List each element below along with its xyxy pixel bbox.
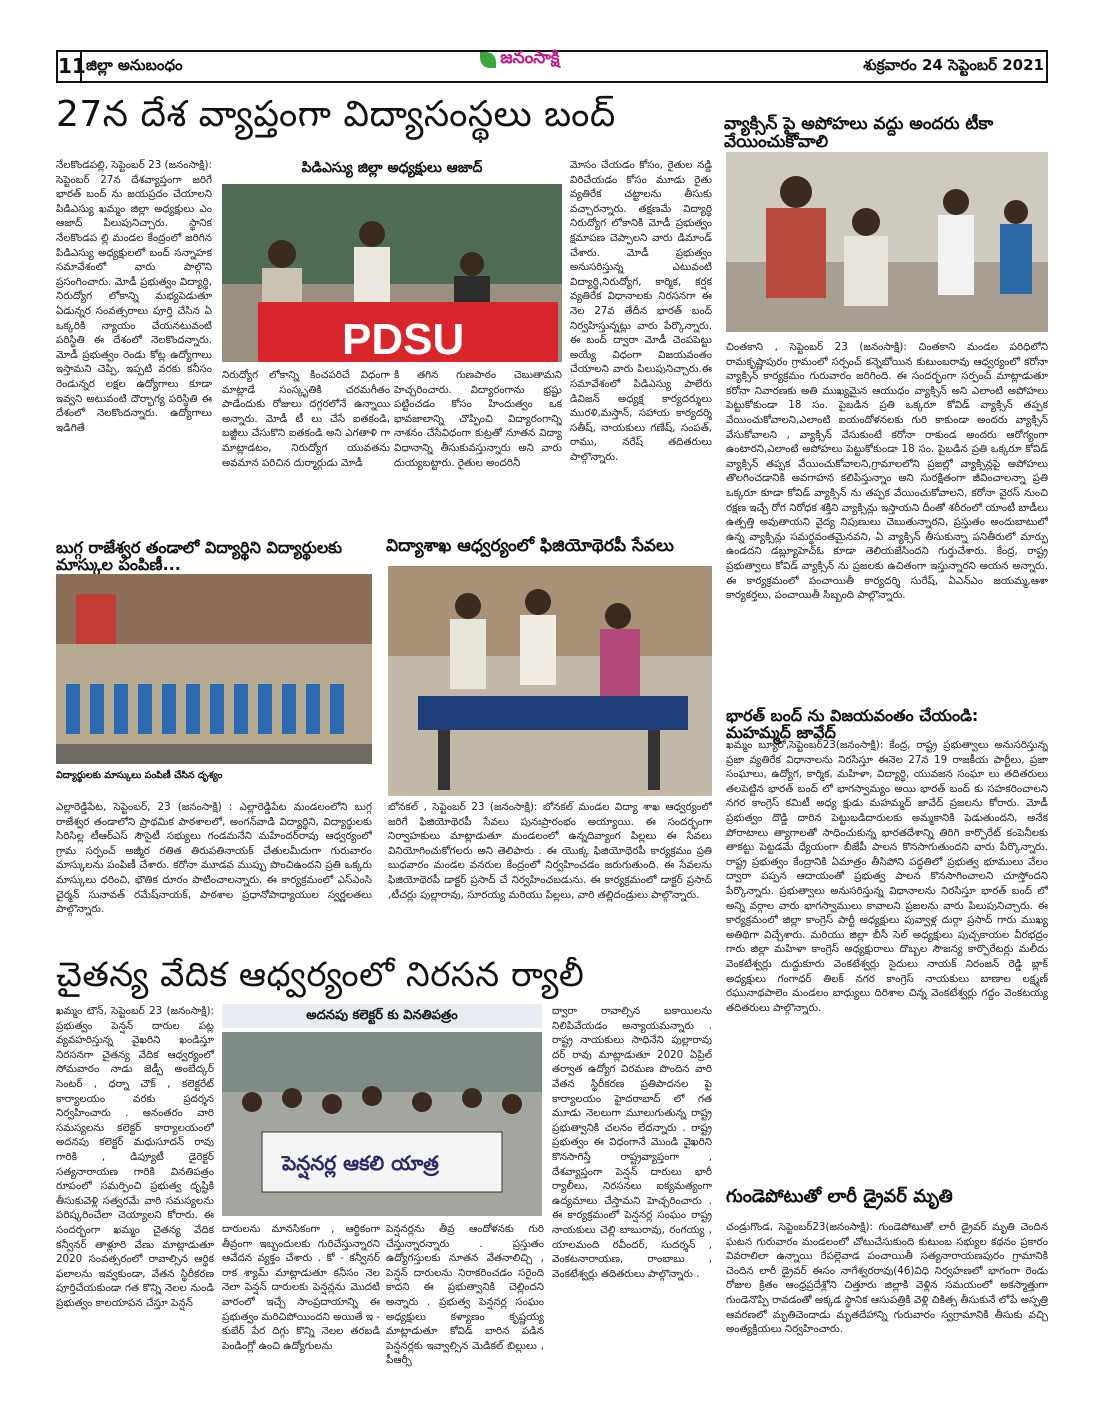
story5-headline: భారత్ బంద్ ను విజయవంతం చేయండి: మహమ్మద్ జావేద్ (726, 706, 979, 742)
section-name: జిల్లా అనుబంధం (86, 56, 183, 74)
story1-col1: నేలకొండపల్లి, సెప్టెంబర్ 23 (జనంసాక్షి): సెప్టెంబర్ 27న దేశవ్యాప్తంగా జరిగే భారత్ బంద్ ను జయప్రదం చేయాలని పిడిఎస్యు ఖమ్మం జిల్లా అధ్యక్షులు ఎం ఆజాద్ పిలుపునిచ్చారు. స్థానిక నేలకొండప ల్లి మండల కేంద్రంలో జరిగిన పిడిఎస్యు అధ్యక్షులలో బంద్ సన్నాహక సమావేశంలో వారు పాల్గొని ప్రసంగించారు. మోడీ ప్రభుత్వం విద్యార్థి, నిరుద్యోగ లోకాన్ని మభ్యపెడుతూ ఏడున్నర సంవత్సరాలు పూర్తి చేసిన ఏ ఒక్కరికి న్యాయం చేయనటువంటి పరిస్థితి ఈ దేశంలో నెలకొందన్నారు. మోడీ ప్రభుత్వం రెండు కోట్ల ఉద్యోగాలు ఇస్తామని చెప్పి, ఇప్పటి వరకు కనీసం రెండున్నర లక్షల ఉద్యోగాలు కూడా ఇవ్వని అటువంటి దౌర్భాగ్య పరిస్థితి ఈ దేశంలో నెలకొందన్నారు. ఉద్యోగాలు ఇడిగితే (56, 159, 212, 434)
story7-body: చండ్రుగొండ, సెప్టెంబర్23(జనంసాక్షి): గుండెపోటుతో లారీ డ్రైవర్ మృతి చెందిన ఘటన గురువారం మండలంలో చోటుచేసుకుంది కుటుంబ సభ్యుల కథనం ప్రకారం వివరాలిలా ఉన్నాయి రేపల్లెవాడ పంచాయితీ సత్యనారాయణపురం గ్రామానికి చెందిన లారీ డ్రైవర్ ఈసం నాగేశ్వరరావు(46)విధి నిర్వహణలో భాగంగా రెండు రోజుల క్రితం ఆంధ్రప్రదేశ్లోని చిత్తూరు జిల్లాకి వెళ్లిన సమయంలో అకస్మాత్తుగా గుండెనొప్పి రావడంతో అక్కడ స్థానిక ఆసుపత్రికి వెళ్లి చికిత్స తీసుకునే లోపే అస్పత్రి ఆవరణలో మృతిచెందాడు మృతదేహాన్ని గురువారం స్వగ్రామానికి తీసుకు వచ్చి అంత్యక్రియలు నిర్వహించారు. (726, 1221, 1048, 1336)
story6-col4: ద్వారా రావాల్సిన బకాయిలను నిలిపివేయడం అన్యాయమన్నారు . రాష్ట్ర నాయకులు సాధినేని పుల్లారావు దర్ రావు మాట్లాడుతూ 2020 ఏప్రిల్ తర్వాత ఉద్యోగ విరమణ పొందిన వారి వేతన స్థిరీకరణ ప్రతిపాదనల పై కార్యాలయం హైదరాబాద్ లో గత మూడు నెలలుగా మూలుగుతున్న రాష్ట్ర ప్రభుత్వానికి చలనం లేదన్నారు . రాష్ట్ర ప్రభుత్వం ఈ విధంగానే మొండి వైఖరిని కొనసాగిస్తే రాష్ట్రవ్యాప్తంగా , దేశవ్యాప్తంగా పెన్షన్ దారులు భారీ ర్యాలీలు, నిరసనలు ఐక్యమత్యంగా ఉద్యమాలు చేస్తామని హెచ్చరించారు . ఈ కార్యక్రమంలో పెన్షనర్ల సంఘం రాష్ట్ర నాయకులు చెల్లి బాబురావు, రంగయ్య , యాలమంది రవీందర్, సుదర్శన్ , వెంకటనారాయణ, రాంబాబు , వెంకటేశ్వర్లు తదితరులు పాల్గొన్నారు . (552, 1005, 712, 1280)
story1-photo-svg (222, 184, 562, 362)
story2-photo (726, 152, 1048, 332)
story2-body: చింతకాని , సెప్టెంబర్ 23 (జనంసాక్షి): చింతకాని మండల పరిధిలోని రామకృష్ణాపురం గ్రామంలో సర్పంచ్ కన్నెబోయిన కుటుంబరావు ఆధ్వర్యంలో కరోనా వ్యాక్సిన్ కార్యక్రమం గురువారం జరిగింది. ఈ సందర్భంగా సర్పంచ్ మాట్లాడుతూ కరోనా నివారణకు అతి ముఖ్యమైన ఆయుధం వ్యాక్సిన్ అని ఎలాంటి అపోహలు పెట్టుకోకుండా 18 సం. పైబడిన ప్రతి ఒక్కరూ కోవిడ్ వ్యాక్సిన్ తప్పక వేయించుకోవాలని,ఎలాంటి ఐయందోళనలకు గురి కాకుండా అందరు వ్యాక్సిన్ వేసుకోవాలని , వ్యాక్సిన్ వేసుకుంటే కరోనా రాకుండ అందరు ఆరోగ్యంగా ఉంటారని,ఎలాంటి అపోహలు పెట్టుకోకుండా 18 సం. పైబడిన ప్రతి ఒక్కరూ కోవిడ్ వ్యాక్సిన్ తప్పక వేయించుకోవాలని,గ్రామాలలోని ప్రజల్లో వ్యాక్సిన్లపై అపోహలు తొలగించడానికి అవగాహన కలిపిస్తున్నాం అని సురక్షితంగా జీవించాలన్నా ప్రతి ఒక్కరూ కూడా కోవిడ్ వ్యాక్సిన్ ను తప్పక వేయించుకోవాలని, కరోనా వైరస్ నుంచి రక్షణ ఇచ్చే రోగ నిరోధక శక్తిని వ్యాక్సిన్లు ఇస్తాయని దీంతో శరీరంలో యాంటీ బాడీలు ఉత్పత్తి అవుతాయని వైద్య నిపుణులు చెబుతున్నారని, ప్రస్తుతం అందుబాటులో ఉన్న వ్యాక్సిన్లు సమర్థవంతమైనవని, ఏ వ్యాక్సిన్ తీసుకున్నా పనితీరులో మార్పు ఉండదని డబ్ల్యూహెచ్ఓ కూడా తెలియజేసిందని గుర్తుచేశారు. కేంద్ర, రాష్ట్ర ప్రభుత్వాలు కోవిడ్ వ్యాక్సిన్ ను ప్రజలకు ఉచితంగా ఇస్తున్నారని అయన అన్నారు. ఈ కార్యక్రమంలో పంచాయితీ కార్యదర్శి సురేష్, ఏఎన్ఎం జయమ్మ,ఆశా కార్యకర్తలు, పంచాయితీ సిబ్బంది పాల్గొన్నారు. (726, 341, 1048, 602)
story5-body: ఖమ్మం బ్యూరో,సెప్టెంబర్23(జనంసాక్షి): కేంద్ర, రాష్ట్ర ప్రభుత్వాలు అనుసరిస్తున్న ప్రజా వ్యతిరేక విధానాలను నిరసిస్తూ ఈనెల 27న 19 రాజకీయ పార్టీలు, ప్రజా సంఘాలు, ఉద్యోగ, కార్మిక, మహిళా, విద్యార్థి, యువజన సంఘా లు తదితరులు తలపెట్టిన భారత్ బంద్ లో భాగస్వామ్యం అయి భారత్ బంద్ కు సహకరించాలని నగర కాంగ్రెస్ కమిటీ అధ్య క్షుడు మహమ్మద్ జావేద్ ప్రజలను కోరారు. మోడీ ప్రభుత్వం దొడ్డి దారిన పెట్టుబడిదారులకు అమ్మకానికి పెడుతుందని, అనేక పోరాటాలు త్యాగాలతో సాధించుకున్న భారతదేశాన్ని తిరిగి కార్పొరేట్ కంపెనీలకు తాకట్టు పెట్టడమే ధ్యేయంగా బీజేపీ పాలన కొనసాగుతుందని వారు పేర్కొన్నారు. రాష్ట్ర ప్రభుత్వం కేంద్రానికి ఏమాత్రం తీసిపోని పద్ధతిలో ప్రభుత్వ భూములు వేలం ద్వారా పప్పన ఆదాయంతో ప్రభుత్వ పాలన కొనసాగించాలని చూస్తోందని పేర్కొన్నారు. ప్రభుత్వాలు అనుసరిస్తున్న విధానాలను నిరసిస్తూ భారత్ బంద్ లో అన్ని వర్గాల వారు భాగస్వాములు కావాలని ప్రజలను వారు పిలుపునిచ్చారు. ఈ కార్యక్రమంలో జిల్లా కాంగ్రెస్ పార్టీ అధ్యక్షులు పువ్వాళ్ల దుర్గా ప్రసాద్ గారు ముఖ్య అతిథిగా విచ్చేశారు. మరియు జిల్లా బీసీ సెల్ అధ్యక్షులు పుచ్చకాయల వీరభద్రం గారు జిల్లా మహిళా కాంగ్రెస్ అధ్యక్షురాలు దొబ్బల సౌజన్య కార్పొరేటర్లు మలీదు వెంకటేశ్వర్లు దుద్దుకూరు వెంకటేశ్వర్లు సైదులు నాయక్ నిరంజన్ రెడ్డి బ్లాక్ అధ్యక్షులు గంగాధర్ తిలక్ నగర కాంగ్రెస్ నాయకులు బాణాల లక్ష్మణ్ రఘునాథపాలెం మండలం బాధ్యులు దిరిశాల చిన్న వెంకటేశ్వర్లు గద్దం వెంకటయ్య తదితరులు పాల్గొన్నారు. (726, 739, 1048, 1014)
story6-photo-svg (222, 1032, 542, 1216)
story4-headline: విద్యాశాఖ ఆధ్వర్యంలో ఫిజియోథెరపీ సేవలు (386, 536, 674, 556)
story3-photo (56, 574, 372, 764)
story6-banner-text: పెన్షనర్ల ఆకలి యాత్ర (282, 1151, 439, 1175)
story1-banner-text: PDSU (342, 315, 465, 362)
story3-headline: బుగ్గ రాజేశ్వర తండాలో విద్యార్థిని విద్యార్థులకు మాస్కుల పంపిణీ... (56, 538, 343, 574)
story6-subhead: అదనపు కలెక్టర్ కు వినతిపత్రం (222, 1004, 542, 1028)
story1-photo (222, 184, 562, 362)
story1-subhead: పిడిఎస్యు జిల్లా అధ్యక్షులు ఆజాద్ (301, 160, 483, 176)
story3-body: ఎల్లారెడ్డిపేట, సెప్టెంబర్, 23 (జనంసాక్షి) : ఎల్లారెడ్డిపేట మండలంలోని బుగ్గ రాజేశ్వర తండాలోని ప్రాథమిక పాఠశాలలో, అంగన్‌వాడి విద్యార్థిని, విద్యార్థులకు సిరిసిల్ల టీఆర్ఎస్ సౌసైటీ సభ్యులు గండమనేని మహేందర్‌రావు ఆధ్వర్యంలో గ్రామ సర్పంచ్ అజ్మీర రతిత తిరుపతినాయక్ చేతులమీదుగా గురువారం మాస్కులను పంపిణీ చేశారు. కరోనా మూడవ ముప్పు పొంచిఉందని ప్రతి ఒక్కరు మాస్కులు ధరించి, భౌతిక దూరం పాటించాలన్నారు. ఈ కార్యక్రమంలో ఎస్ఎంసి చైర్మన్ సునావత్ రమేష్‌నాయక్, పాఠశాల ప్రధానోపాధ్యాయుల స్వర్ణలతలు పాల్గొన్నారు. (56, 801, 372, 916)
leaf-logo-icon (480, 52, 496, 68)
story3-photo-svg (56, 574, 372, 764)
story6-photo (222, 1032, 542, 1216)
story4-photo (388, 566, 712, 796)
story2-photo-svg (726, 152, 1048, 332)
story4-photo-svg (388, 566, 712, 796)
story1-col4: మోసం చేయడం కోసం, రైతుల నడ్డి విరిచేయడం కోసం మూడు రైతు వ్యతిరేక చట్టాలను తీసుకు వచ్చారన్నారు. తక్షణమే విద్యార్థి నిరుద్యోగ లోకానికి మోడీ ప్రభుత్వం క్షమాపణ చెప్పాలని వారు డిమాండ్ చేశారు. మోడీ ప్రభుత్వం అనుసరిస్తున్న ఎటువంటి విద్యార్థి,నిరుద్యోగ, కార్మిక, కర్షక వ్యతిరేక విధానాలకు నిరసనగా ఈ నెల 27వ తేదీన భారత్ బంద్ నిర్వహిస్తున్నట్లు వారు పేర్కొన్నారు. ఈ బంద్ ద్వారా మోడీ చెంపపెట్టు అయ్యే విధంగా విజయవంతం చేయాలని వారు పిలుపునిచ్చారు.ఈ సమావేశంలో పిడిఎస్యు పాలేరు డివిజన్ అధ్యక్ష కార్యదర్శులు మురళి,మస్తాన్, సహాయ కార్యదర్శి సతీష్, నాయకులు గణేష్, సంపత్, రాము, నరేష్ తదితరులు పాల్గొన్నారు. (570, 159, 712, 463)
masthead-name: జనంసాక్షి (500, 48, 560, 68)
story6-col1: ఖమ్మం టౌన్, సెప్టెంబర్ 23 (జనంసాక్షి): ప్రభుత్వం పెన్షన్ దారుల పట్ల వ్యవహరిస్తున్న వైఖరిని ఖండిస్తూ నిరసనగా చైతన్య వేదిక ఆధ్వర్యంలో సోమవారం నాడు జెడ్పీ అంబేద్కర్ సెంటర్ , ధర్నా చౌక్ , కలెక్టరేట్ కార్యాలయం వరకు ప్రదర్శన నిర్వహించారు . అనంతరం వారి సమస్యలను కలెక్టర్ కార్యాలయంలో అదనపు కలెక్టర్ మధుసూదన్ రావు గారికి , డిప్యూటీ డైరెక్టర్ సత్యనారాయణ గారికి వినతిపత్రం రూపంలో సమర్పించి ప్రభుత్వ దృష్టికి తీసుకువెళ్లి సత్వరమే వారి సమస్యలను పరిష్కరించేలా చెయ్యాలని కోరారు. ఈ సందర్భంగా ఖమ్మం చైతన్య వేదిక కన్వీనర్ తాళ్లూరి వేణు మాట్లాడుతూ 2020 సంవత్సరంలో రావాల్సిన ఆర్థిక ఫలాలను ఇవ్వకుండా, వేతన స్థిరీకరణ పూర్తిచేయకుండా గత కొన్ని నెలల నుండి ప్రభుత్వం కాలయాపన చేస్తూ పెన్షన్ (56, 1005, 214, 1309)
story6-col2: దారులను మానసికంగా , ఆర్థికంగా తీవ్రంగా ఇబ్బందులకు గురిచేస్తున్నారని ఆవేదన వ్యక్తం చేశారు . కో - కన్వీనర్ రాక శ్యామ్ మాట్లాడుతూ కనీసం నెల నెలా పెన్షన్ దారులకు పెన్షన్లను మొదటి వారంలో ఇచ్చే సాంప్రదాయాన్ని ఈ ప్రభుత్వం మరిచిపోయిందని అయితే ఇ - కుబేర్ పేర దిగ్గు కొన్ని నెలల తరబడి పెండింగ్లో ఉంచి ఉద్యోగులను (222, 1223, 380, 1352)
story1-headline: 27న దేశ వ్యాప్తంగా విద్యాసంస్థలు బంద్ (56, 94, 616, 135)
story6-col3: పెన్షనర్లను తీవ్ర ఆందోళనకు గురి చేస్తున్నారన్నారు . ప్రస్తుతం ఉద్యోగస్తులకు నూతన వేతనాలిచ్చి , పెన్షన్ దారులను నిరాకరించడం సరైంది కాదని ఈ ప్రభుత్వానికి చెల్లిందని అన్నారు . ప్రభుత్వ పెన్షనర్ల సంఘం అధ్యక్షులు కళ్యాణం కృష్ణయ్య మాట్లాడుతూ కోవిడ్ బారిన పడిన పెన్షనర్లకు ఇవ్వాల్సిన మెడికల్ బిల్లులు , పీఆర్సీ (386, 1223, 544, 1367)
story1-col2: నిరుద్యోగ లోకాన్ని కించపరిచే విధంగా మాట్లాడే సంస్కృతికి చరమగీతం పాడేందుకు రోజులు దగ్గరలోనే ఉన్నాయి అన్నారు. మోడీ టీ లు చేసే ఐతకండి, బజ్జీలు చేసుకొని ఐతకండి అని ఎగతాళి గా మాట్లాడటం, నిరుద్యోగ యువతను అవమాన పరిచిన దుర్మార్గుడు మోడీ (222, 369, 390, 469)
story7-headline: గుండెపోటుతో లారీ డ్రైవర్ మృతి (726, 1186, 953, 1207)
story2-headline: వ్యాక్సిన్ పై అపోహలు వద్దు అందరు టీకా వేయించుకోవాలి (724, 114, 994, 152)
dateline: శుక్రవారం 24 సెప్టెంబర్ 2021 (863, 56, 1044, 74)
story1-col3: కి తగిన గుణపాఠం చెబుతామని హెచ్చరించారు. విద్యారంగాను భ్రష్టు పట్టించడం కోసం హిందుత్వం ఒక భావజాలాన్ని చొప్పించి విద్యారంగాన్ని నాశనం చేసేవిధంగా కుట్రతో నూతన విద్యా విధానాన్ని తీసుకువస్తున్నారు అని వారు దుయ్యబట్టారు. రైతుల అందరినీ (394, 369, 562, 469)
story6-headline: చైతన్య వేదిక ఆధ్వర్యంలో నిరసన ర్యాలీ (56, 955, 585, 995)
masthead (445, 48, 595, 78)
page-number: 11 (58, 52, 82, 81)
story4-body: బోనకల్ , సెప్టెంబర్ 23 (జనంసాక్షి): బోనకల్ మండల విద్యా శాఖ ఆధ్వర్యంలో జరిగే ఫిజియోథెరపీ సేవలు పునఃప్రారంభం అయ్యాయి. ఈ సందర్భంగా నిర్వాహకులు మాట్లాడుతూ మండలంలో ఉన్నదివ్యాంగ పిల్లలు ఈ సేవలు వినియోగించుకోగలరు అని తెలిపారు . ఈ యొక్క ఫిజియోథెరపీ కార్యక్రమం ప్రతి బుధవారం మండల వనరుల కేంద్రంలో నిర్వహించడం జరుగుతుంది. ఈ సేవలను ఫిజియోథెరపీ డాక్టర్ ప్రసాద్ చే నిర్వహించబడును. ఈ కార్యక్రమంలో డాక్టర్ ప్రసాద్ ,టీచర్లు పుల్లారావు, సూరయ్య మరియు పిల్లలు, వారి తల్లిదండ్రులు పాల్గొన్నారు. (388, 801, 712, 901)
story3-caption: విద్యార్థులకు మాస్కులు పంపిణీ చేసిన దృశ్యం (56, 770, 223, 781)
